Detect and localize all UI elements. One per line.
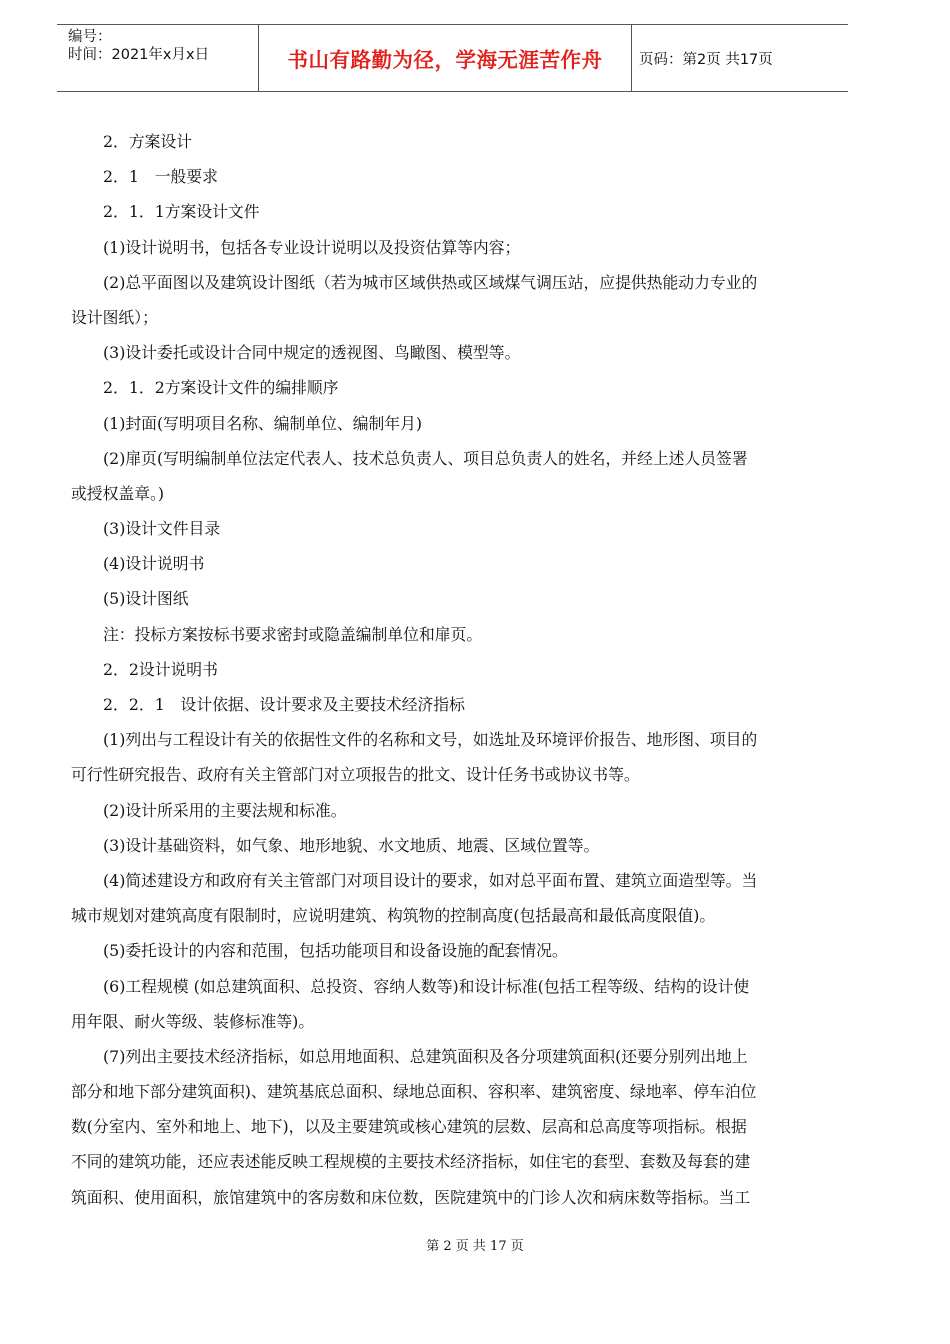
paragraph-line: (3)设计委托或设计合同中规定的透视图、鸟瞰图、模型等。: [103, 343, 521, 363]
paragraph-line: (3)设计文件目录: [103, 519, 221, 539]
paragraph-line: (5)委托设计的内容和范围，包括功能项目和设备设施的配套情况。: [103, 941, 568, 961]
paragraph-line: 2．1．2方案设计文件的编排顺序: [103, 378, 339, 398]
paragraph-line: 数(分室内、室外和地上、地下)，以及主要建筑或核心建筑的层数、层高和总高度等项指标。根据: [71, 1117, 747, 1137]
paragraph-line: (3)设计基础资料，如气象、地形地貌、水文地质、地震、区域位置等。: [103, 835, 600, 855]
paragraph-line: (2)总平面图以及建筑设计图纸（若为城市区域供热或区域煤气调压站，应提供热能动力专业的: [103, 272, 758, 292]
paragraph-line: 2．1．1方案设计文件: [103, 202, 260, 222]
paragraph-line: (1)列出与工程设计有关的依据性文件的名称和文号，如选址及环境评价报告、地形图、项目的: [103, 730, 758, 750]
paragraph-line: (1)封面(写明项目名称、编制单位、编制年月): [103, 413, 423, 433]
paragraph-line: (2)设计所采用的主要法规和标准。: [103, 800, 347, 820]
paragraph-line: (1)设计说明书，包括各专业设计说明以及投资估算等内容；: [103, 237, 521, 257]
paragraph-line: 不同的建筑功能，还应表述能反映工程规模的主要技术经济指标，如住宅的套型、套数及每套的建: [71, 1152, 751, 1172]
document-number-label: 编号：: [68, 29, 112, 45]
paragraph-line: 或授权盖章。): [71, 483, 165, 503]
header-motto-cell: [259, 25, 632, 91]
paragraph-line: 设计图纸）；: [71, 307, 158, 327]
paragraph-line: (5)设计图纸: [103, 589, 189, 609]
header-motto: 书山有路勤为径，学海无涯苦作舟: [287, 48, 603, 72]
paragraph-line: (4)设计说明书: [103, 554, 205, 574]
page-header: [57, 24, 848, 92]
paragraph-line: (4)简述建设方和政府有关主管部门对项目设计的要求，如对总平面布置、建筑立面造型等。当: [103, 870, 758, 890]
document-body: [71, 124, 841, 1215]
paragraph-line: 用年限、耐火等级、装修标准等)。: [71, 1011, 315, 1031]
paragraph-line: 城市规划对建筑高度有限制时，应说明建筑、构筑物的控制高度(包括最高和最低高度限值)。: [71, 906, 716, 926]
paragraph-line: 筑面积、使用面积，旅馆建筑中的客房数和床位数，医院建筑中的门诊人次和病床数等指标。当工: [71, 1187, 751, 1207]
paragraph-line: 可行性研究报告、政府有关主管部门对立项报告的批文、设计任务书或协议书等。: [71, 765, 640, 785]
header-page-info: 页码：第2页 共17页: [639, 51, 773, 68]
page-footer: 第 2 页 共 17 页: [426, 1239, 524, 1254]
paragraph-line: (7)列出主要技术经济指标，如总用地面积、总建筑面积及各分项建筑面积(还要分别列出地上: [103, 1046, 748, 1066]
header-info-cell: [57, 25, 259, 91]
paragraph-line: 部分和地下部分建筑面积)、建筑基底总面积、绿地总面积、容积率、建筑密度、绿地率、停车泊位: [71, 1082, 757, 1102]
paragraph-line: 2．2．1 设计依据、设计要求及主要技术经济指标: [103, 695, 465, 714]
header-page-cell: [632, 25, 848, 91]
paragraph-line: (6)工程规模 (如总建筑面积、总投资、容纳人数等)和设计标准(包括工程等级、结构的设计使: [103, 976, 750, 996]
document-time-label: 时间：2021年x月x日: [68, 47, 210, 63]
paragraph-line: 2．2设计说明书: [103, 659, 218, 679]
paragraph-line: 2．1 一般要求: [103, 167, 218, 187]
paragraph-line: 2．方案设计: [103, 132, 193, 151]
paragraph-line: (2)扉页(写明编制单位法定代表人、技术总负责人、项目总负责人的姓名，并经上述人员签署: [103, 448, 748, 468]
paragraph-line: 注：投标方案按标书要求密封或隐盖编制单位和扉页。: [103, 624, 483, 644]
